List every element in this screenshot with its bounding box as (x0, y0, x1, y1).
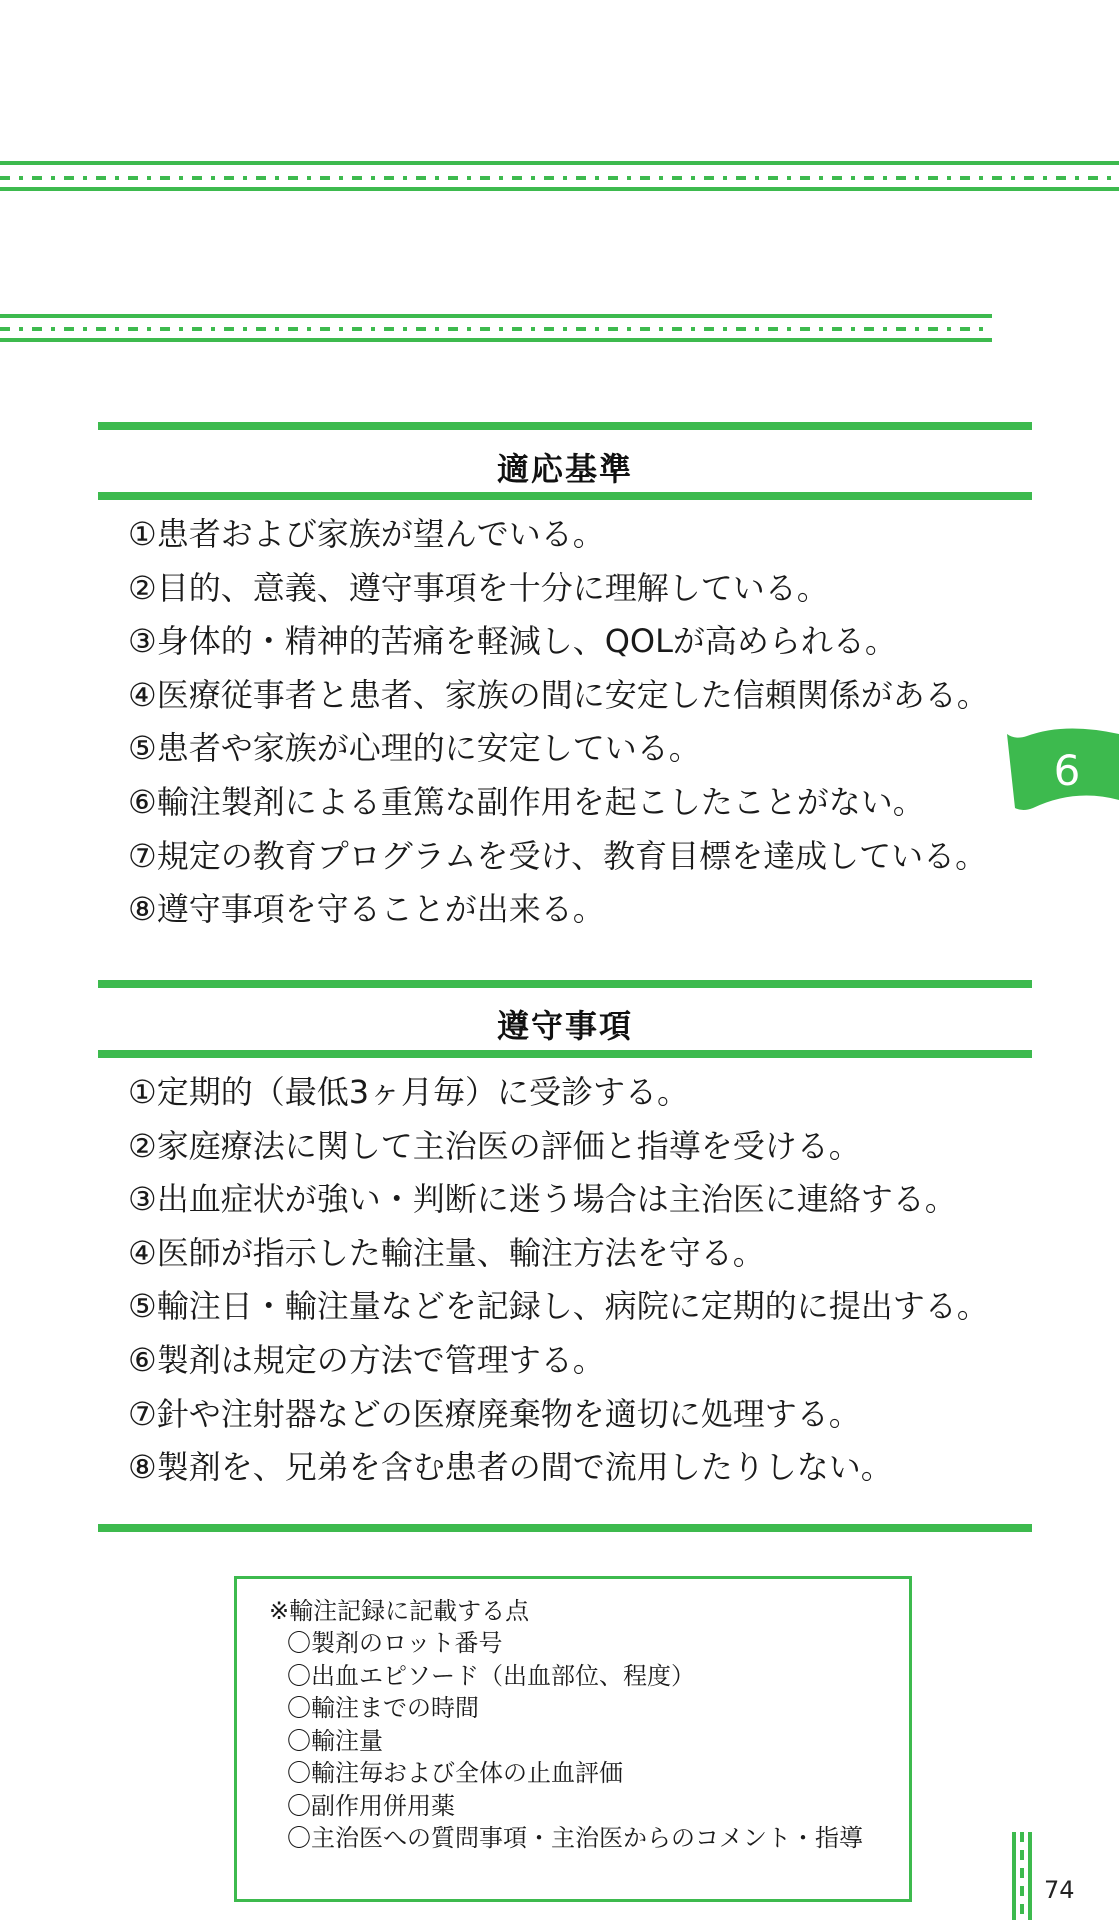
page-marker-dash (1020, 1832, 1024, 1920)
page-marker (1012, 1832, 1032, 1920)
section-rule (98, 980, 1032, 988)
note-item: 〇出血エピソード（出血部位、程度） (287, 1661, 695, 1690)
list-item: ⑤患者や家族が心理的に安定している。 (128, 729, 701, 768)
page-marker-line (1012, 1832, 1016, 1920)
note-item: 〇輸注量 (287, 1726, 383, 1755)
note-title: ※輸注記録に記載する点 (269, 1597, 530, 1625)
band-dash (0, 176, 1119, 180)
chapter-number: 6 (1053, 745, 1081, 795)
list-item: ②家庭療法に関して主治医の評価と指導を受ける。 (128, 1126, 861, 1165)
list-item: ③身体的・精神的苦痛を軽減し、QOLが高められる。 (128, 622, 897, 661)
note-item: 〇輸注毎および全体の止血評価 (287, 1759, 623, 1787)
band-line (0, 187, 1119, 191)
list-item: ⑥輸注製剤による重篤な副作用を起こしたことがない。 (128, 782, 925, 821)
section-rule (98, 492, 1032, 500)
list-item: ⑦規定の教育プログラムを受け、教育目標を達成している。 (128, 836, 988, 875)
note-item: 〇主治医への質問事項・主治医からのコメント・指導 (287, 1824, 863, 1852)
page-number: 74 (1044, 1876, 1075, 1904)
section-rule (98, 422, 1032, 430)
band-dash (0, 327, 992, 331)
band-line (0, 314, 992, 318)
band-line (0, 161, 1119, 165)
note-box (234, 1576, 912, 1902)
list-item: ⑧製剤を、兄弟を含む患者の間で流用したりしない。 (128, 1448, 893, 1487)
list-item: ⑤輸注日・輸注量などを記録し、病院に定期的に提出する。 (128, 1287, 989, 1326)
list-item: ⑥製剤は規定の方法で管理する。 (128, 1340, 605, 1379)
list-item: ⑦針や注射器などの医療廃棄物を適切に処理する。 (128, 1394, 861, 1433)
list-item: ①患者および家族が望んでいる。 (128, 515, 605, 553)
section-rule (98, 1050, 1032, 1058)
chapter-tab (1005, 728, 1119, 812)
list-item: ⑧遵守事項を守ることが出来る。 (128, 890, 605, 929)
compliance-list (128, 1066, 989, 1495)
list-item: ①定期的（最低3ヶ月毎）に受診する。 (128, 1073, 690, 1111)
list-item: ③出血症状が強い・判断に迷う場合は主治医に連絡する。 (128, 1180, 957, 1219)
note-item: 〇製剤のロット番号 (287, 1629, 503, 1657)
list-item: ④医療従事者と患者、家族の間に安定した信頼関係がある。 (128, 675, 989, 714)
note-list (269, 1627, 909, 1855)
criteria-list (128, 508, 989, 937)
section-rule (98, 1524, 1032, 1532)
criteria-title: 適応基準 (496, 450, 633, 488)
compliance-title: 遵守事項 (496, 1007, 633, 1045)
page-marker-line (1028, 1832, 1032, 1920)
list-item: ④医師が指示した輸注量、輸注方法を守る。 (128, 1233, 765, 1272)
note-item: 〇輸注までの時間 (287, 1694, 479, 1722)
band-line (0, 338, 992, 342)
note-item: 〇副作用併用薬 (287, 1791, 455, 1820)
list-item: ②目的、意義、遵守事項を十分に理解している。 (128, 568, 829, 607)
